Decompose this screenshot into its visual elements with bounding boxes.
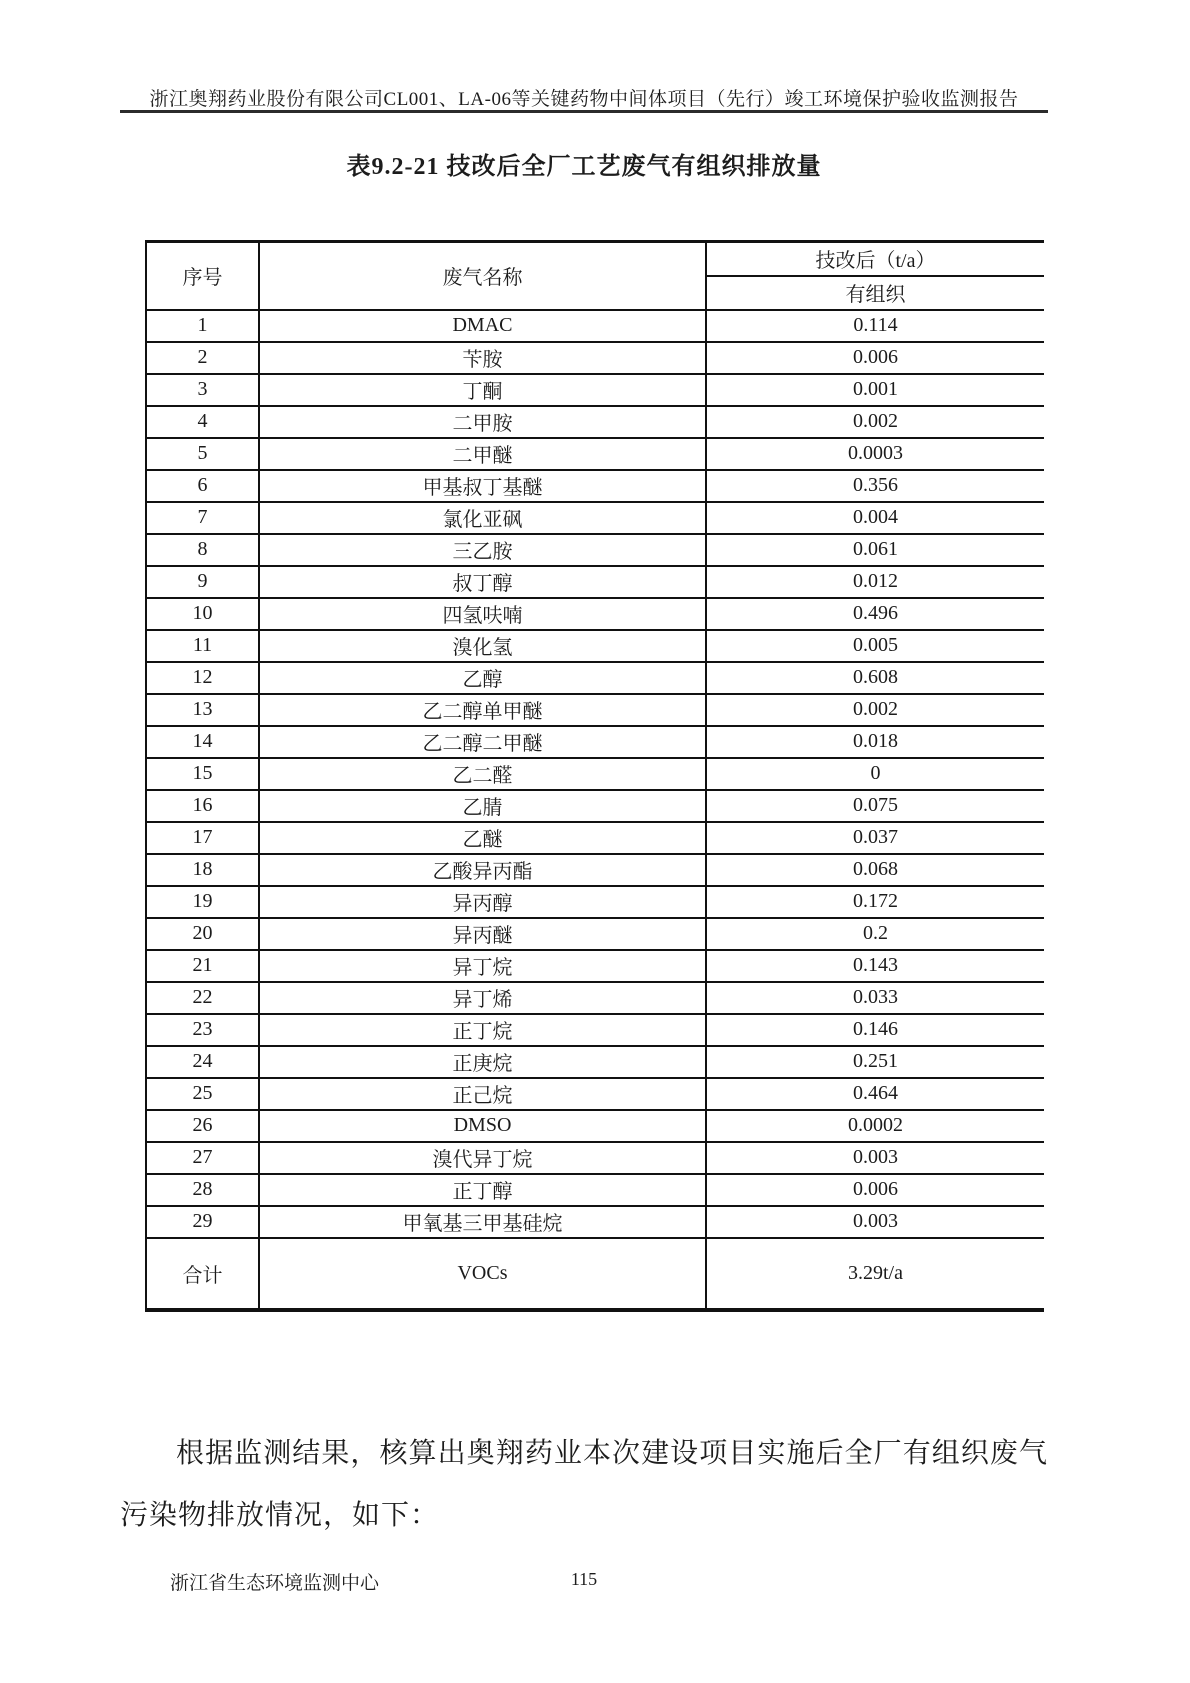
index-cell: 2 [146, 342, 259, 374]
index-cell: 9 [146, 566, 259, 598]
column-header-group: 技改后（t/a） [706, 242, 1044, 276]
index-cell: 17 [146, 822, 259, 854]
value-cell: 0.006 [706, 342, 1044, 374]
name-cell: 丁酮 [259, 374, 706, 406]
value-cell: 0.464 [706, 1078, 1044, 1110]
name-cell: 异丁烯 [259, 982, 706, 1014]
table-row [146, 1142, 1044, 1174]
value-cell: 0.2 [706, 918, 1044, 950]
value-cell: 0.003 [706, 1142, 1044, 1174]
table-row [146, 406, 1044, 438]
value-cell: 0.608 [706, 662, 1044, 694]
name-cell: 四氢呋喃 [259, 598, 706, 630]
value-cell: 0.006 [706, 1174, 1044, 1206]
name-cell: 乙腈 [259, 790, 706, 822]
value-cell: 0.172 [706, 886, 1044, 918]
name-cell: 乙醚 [259, 822, 706, 854]
column-header-name: 废气名称 [259, 242, 706, 310]
table-row [146, 950, 1044, 982]
name-cell: 正己烷 [259, 1078, 706, 1110]
index-cell: 13 [146, 694, 259, 726]
index-cell: 15 [146, 758, 259, 790]
table-row [146, 790, 1044, 822]
footer-organization: 浙江省生态环境监测中心 [170, 1573, 380, 1594]
table-head [146, 242, 1044, 310]
column-header-index: 序号 [146, 242, 259, 310]
table-row [146, 534, 1044, 566]
value-cell: 0.002 [706, 406, 1044, 438]
table-row [146, 1046, 1044, 1078]
index-cell: 合计 [146, 1238, 259, 1310]
name-cell: 甲基叔丁基醚 [259, 470, 706, 502]
name-cell: 乙酸异丙酯 [259, 854, 706, 886]
name-cell: DMAC [259, 310, 706, 342]
value-cell: 0.114 [706, 310, 1044, 342]
name-cell: 乙醇 [259, 662, 706, 694]
name-cell: 苄胺 [259, 342, 706, 374]
value-cell: 0.002 [706, 694, 1044, 726]
index-cell: 1 [146, 310, 259, 342]
name-cell: 三乙胺 [259, 534, 706, 566]
table-body [146, 310, 1044, 1310]
value-cell: 0.001 [706, 374, 1044, 406]
table-row [146, 854, 1044, 886]
footer-page-number: 115 [570, 1569, 598, 1589]
value-cell: 0.012 [706, 566, 1044, 598]
index-cell: 11 [146, 630, 259, 662]
table-row [146, 470, 1044, 502]
value-cell: 0.143 [706, 950, 1044, 982]
emissions-table [145, 240, 1044, 1312]
document-header-text: 浙江奥翔药业股份有限公司CL001、LA-06等关键药物中间体项目（先行）竣工环境保护验收监测报告 [149, 89, 1019, 110]
index-cell: 26 [146, 1110, 259, 1142]
name-cell: 叔丁醇 [259, 566, 706, 598]
value-cell: 0.005 [706, 630, 1044, 662]
value-cell: 0.068 [706, 854, 1044, 886]
value-cell: 0.251 [706, 1046, 1044, 1078]
header-divider [120, 110, 1048, 113]
name-cell: VOCs [259, 1238, 706, 1310]
table-row [146, 598, 1044, 630]
value-cell: 0.356 [706, 470, 1044, 502]
table-row [146, 342, 1044, 374]
body-paragraph: 根据监测结果，核算出奥翔药业本次建设项目实施后全厂有组织废气污染物排放情况，如下： [120, 1438, 1048, 1531]
index-cell: 21 [146, 950, 259, 982]
name-cell: 正庚烷 [259, 1046, 706, 1078]
table-row [146, 1014, 1044, 1046]
index-cell: 22 [146, 982, 259, 1014]
index-cell: 29 [146, 1206, 259, 1238]
index-cell: 19 [146, 886, 259, 918]
index-cell: 4 [146, 406, 259, 438]
table-total-row [146, 1238, 1044, 1310]
value-cell: 0.0002 [706, 1110, 1044, 1142]
table-row [146, 726, 1044, 758]
name-cell: 甲氧基三甲基硅烷 [259, 1206, 706, 1238]
table-row [146, 982, 1044, 1014]
name-cell: 乙二醇二甲醚 [259, 726, 706, 758]
value-cell: 0.146 [706, 1014, 1044, 1046]
index-cell: 7 [146, 502, 259, 534]
table-row [146, 822, 1044, 854]
table-row [146, 1206, 1044, 1238]
index-cell: 14 [146, 726, 259, 758]
index-cell: 25 [146, 1078, 259, 1110]
table-row [146, 1110, 1044, 1142]
index-cell: 20 [146, 918, 259, 950]
index-cell: 3 [146, 374, 259, 406]
value-cell: 0.0003 [706, 438, 1044, 470]
name-cell: 乙二醇单甲醚 [259, 694, 706, 726]
table-row [146, 438, 1044, 470]
value-cell: 0.061 [706, 534, 1044, 566]
name-cell: 异丙醇 [259, 886, 706, 918]
table-row [146, 758, 1044, 790]
name-cell: 溴代异丁烷 [259, 1142, 706, 1174]
table-row [146, 630, 1044, 662]
value-cell: 0.004 [706, 502, 1044, 534]
column-header-sub: 有组织 [706, 276, 1044, 310]
table-row [146, 918, 1044, 950]
name-cell: 异丁烷 [259, 950, 706, 982]
table-row [146, 502, 1044, 534]
table-row [146, 694, 1044, 726]
name-cell: 二甲胺 [259, 406, 706, 438]
value-cell: 0.037 [706, 822, 1044, 854]
table-row [146, 1078, 1044, 1110]
table-row [146, 662, 1044, 694]
index-cell: 16 [146, 790, 259, 822]
index-cell: 6 [146, 470, 259, 502]
table-row [146, 310, 1044, 342]
table-row [146, 374, 1044, 406]
name-cell: 正丁醇 [259, 1174, 706, 1206]
name-cell: 正丁烷 [259, 1014, 706, 1046]
value-cell: 0.003 [706, 1206, 1044, 1238]
value-cell: 3.29t/a [706, 1238, 1044, 1310]
index-cell: 8 [146, 534, 259, 566]
table-header-row-1 [146, 242, 1044, 276]
index-cell: 10 [146, 598, 259, 630]
index-cell: 18 [146, 854, 259, 886]
index-cell: 23 [146, 1014, 259, 1046]
index-cell: 12 [146, 662, 259, 694]
index-cell: 24 [146, 1046, 259, 1078]
table-row [146, 1174, 1044, 1206]
value-cell: 0 [706, 758, 1044, 790]
name-cell: 氯化亚砜 [259, 502, 706, 534]
name-cell: 溴化氢 [259, 630, 706, 662]
name-cell: 异丙醚 [259, 918, 706, 950]
index-cell: 28 [146, 1174, 259, 1206]
table-row [146, 566, 1044, 598]
value-cell: 0.033 [706, 982, 1044, 1014]
value-cell: 0.075 [706, 790, 1044, 822]
name-cell: DMSO [259, 1110, 706, 1142]
table-row [146, 886, 1044, 918]
value-cell: 0.018 [706, 726, 1044, 758]
value-cell: 0.496 [706, 598, 1044, 630]
index-cell: 5 [146, 438, 259, 470]
name-cell: 二甲醚 [259, 438, 706, 470]
table-title: 表9.2-21 技改后全厂工艺废气有组织排放量 [346, 154, 822, 180]
name-cell: 乙二醛 [259, 758, 706, 790]
index-cell: 27 [146, 1142, 259, 1174]
